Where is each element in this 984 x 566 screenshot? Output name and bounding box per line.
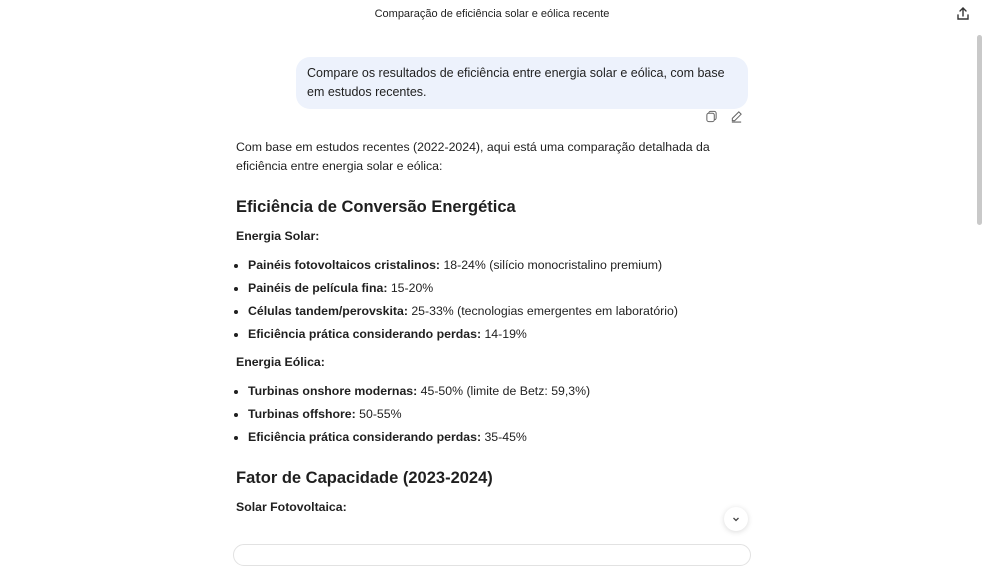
share-icon[interactable] xyxy=(955,6,971,22)
subheading-solar: Energia Solar: xyxy=(236,229,320,243)
intro-text: Com base em estudos recentes (2022-2024), aqui está uma comparação detalhada da eficiência entre energia solar e eólica: xyxy=(236,140,710,173)
list-item: • Painéis fotovoltaicos cristalinos: 18-24% (silício monocristalino premium) xyxy=(248,256,751,275)
subheading-solar-pv: Solar Fotovoltaica: xyxy=(236,500,347,514)
edit-icon[interactable] xyxy=(730,110,743,123)
section-heading: Fator de Capacidade (2023-2024) xyxy=(236,469,493,487)
wind-list xyxy=(236,382,751,447)
scroll-down-button[interactable] xyxy=(724,507,748,531)
list-item: • Eficiência prática considerando perdas: 14-19% xyxy=(248,325,751,344)
copy-icon[interactable] xyxy=(705,110,718,123)
conversation-title: Comparação de eficiência solar e eólica recente xyxy=(374,8,610,20)
list-item: • Painéis de película fina: 15-20% xyxy=(248,279,751,298)
assistant-response xyxy=(236,138,751,527)
list-item: • Eficiência prática considerando perdas: 35-45% xyxy=(248,428,751,447)
user-message: Compare os resultados de eficiência entre energia solar e eólica, com base em estudos recentes. xyxy=(296,57,748,109)
message-composer[interactable] xyxy=(233,544,751,566)
scrollbar-thumb[interactable] xyxy=(977,35,982,225)
scrollbar[interactable] xyxy=(975,32,983,547)
list-item: • Turbinas onshore modernas: 45-50% (limite de Betz: 59,3%) xyxy=(248,382,751,401)
list-item: • Células tandem/perovskita: 25-33% (tecnologias emergentes em laboratório) xyxy=(248,302,751,321)
chevron-down-icon xyxy=(731,514,741,524)
solar-list xyxy=(236,256,751,344)
section-heading: Eficiência de Conversão Energética xyxy=(236,198,516,216)
subheading-wind: Energia Eólica: xyxy=(236,355,325,369)
list-item: • Turbinas offshore: 50-55% xyxy=(248,405,751,424)
